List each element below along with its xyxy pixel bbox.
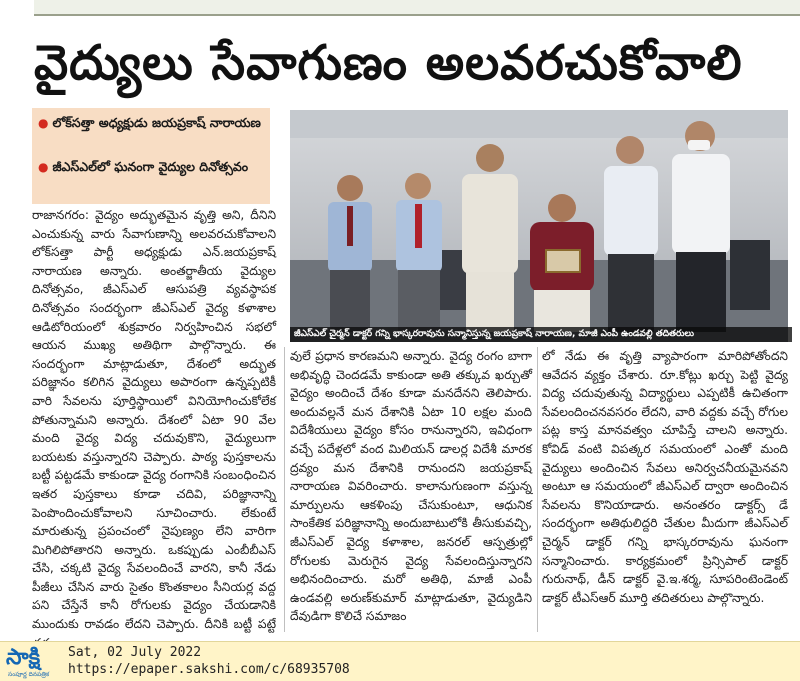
highlight-item [38, 112, 261, 134]
column-divider [537, 347, 538, 632]
edition-date: Sat, 02 July 2022 [68, 645, 202, 660]
article-column-1: రాజానగరం: వైద్యం అద్భుతమైన వృత్తి అని, దీనిని ఎంచుకున్న వారు సేవాగుణాన్ని అలవరచుకోవాలని లోక్‌సత్తా పార్టీ అధ్యక్షుడు ఎన్.జయప్రకాష్ నారాయణ అన్నారు. అంతర్జాతీయ వైద్యుల దినోత్సవం, జీఎస్ఎల్ ఆసుపత్రి వ్యవస్థాపక దినోత్సవం సందర్భంగా జీఎస్ఎల్ వైద్య కళాశాల ఆడిటోరియంలో శుక్రవారం నిర్వహించిన సభలో ఆయన ముఖ్య అతిథిగా పాల్గొన్నారు. ఈ సందర్భంగా మాట్లాడుతూ, దేశంలో అద్భుత పరిజ్ఞానం కలిగిన వైద్యులు అపారంగా ఉన్నప్పటికీ వారి సేవలను పూర్తిస్థాయిలో వినియోగించుకోలేక పోతున్నామని అన్నారు. దేశంలో ఏటా 90 వేల మంది వైద్య విద్య చదువుకొని, వైద్యులుగా బయటకు వస్తున్నారని చెప్పారు. పాఠ్య పుస్తకాలను బట్టీ పట్టడమే కాకుండా వైద్య రంగానికి సంబంధించిన ఇతర పుస్తకాలు కూడా చదివి, పరిజ్ఞానాన్ని పెంపొందించుకోవాలని సూచించారు. లేకుంటే మారుతున్న ప్రపంచంలో నైపుణ్యం లేని వారిగా మిగిలిపోతారని అన్నారు. ఒకప్పుడు ఎంబీబీఎస్ చేసి, చక్కటి వైద్య సేవలందించే వారని, కానీ నేడు పీజీలు చేసిన వారు సైతం కొంతకాలం సీనియర్ల వద్ద పని చేస్తేనే కానీ రోగులకు వైద్యం చేయడానికి ముందుకు రావడం లేదని చెప్పారు. దీనికి బట్టీ పట్టే [32, 208, 276, 632]
highlights-box [32, 108, 270, 204]
sakshi-logo [6, 645, 64, 679]
article-column-2: వులే ప్రధాన కారణమని అన్నారు. వైద్య రంగం బాగా అభివృద్ధి చెందడమే కాకుండా అతి తక్కువ ఖర్చుతో వైద్యం అందించే దేశం కూడా మనదేనని తెలిపారు. అందువల్లనే మన దేశానికి ఏటా 10 లక్షల మంది విదేశీయులు వైద్యం కోసం రానున్నారని, ఇవిధంగా వచ్చే పదేళ్లలో వంద మిలియన్ డాలర్ల విదేశీ మారక ద్రవ్యం మన దేశానికి రానుందని జయప్రకాష్ నారాయణ వివరించారు. కాలానుగుణంగా వస్తున్న మార్పులను ఆకళింపు చేసుకుంటూ, ఆధునిక సాంకేతిక పరిజ్ఞానాన్ని అందుబాటులోకి తీసుకువచ్చి, జీఎస్ఎల్ వైద్య కళాశాల, జనరల్ ఆస్పత్రుల్లో రోగులకు మెరుగైన వైద్య సేవలందిస్తున్నారని అభినందించారు. మరో అతిథి, మాజీ ఎంపీ ఉండవల్లి అరుణ్‌కుమార్ మాట్లాడుతూ, వైద్యుడిని దేవుడిగా కొలిచే సమాజం [290, 349, 532, 624]
column-divider [284, 347, 285, 632]
top-band [34, 0, 800, 14]
highlight-item [38, 156, 248, 178]
photo-caption: జీఎస్ఎల్ చైర్మన్ డాక్టర్ గన్ని భాస్కరరావును సన్మానిస్తున్న జయప్రకాష్ నారాయణ, మాజీ ఎంపీ ఉండవల్లి తదితరులు [290, 327, 792, 342]
highlight-text: జీఎస్ఎల్‌లో ఘనంగా వైద్యుల దినోత్సవం [52, 159, 249, 174]
headline: వైద్యులు సేవాగుణం అలవరచుకోవాలి [34, 35, 743, 91]
footer-bar [0, 641, 800, 681]
bullet-icon: ● [38, 116, 49, 130]
bullet-icon: ● [38, 160, 49, 174]
felicitation-photo [290, 110, 788, 342]
epaper-link[interactable]: https://epaper.sakshi.com/c/68935708 [68, 662, 350, 677]
logo-wordmark: సాక్షి [6, 645, 41, 670]
logo-tagline: సంపూర్ణ దినపత్రిక [8, 671, 50, 678]
highlight-text: లోక్‌సత్తా అధ్యక్షుడు జయప్రకాష్ నారాయణ [52, 115, 261, 130]
article-column-3: లో నేడు ఈ వృత్తి వ్యాపారంగా మారిపోతోందని ఆవేదన వ్యక్తం చేశారు. రూ.కోట్లు ఖర్చు పెట్టి వైద్య విద్య చదువుతున్న విద్యార్థులు ఎప్పటికీ ఉచితంగా సేవలందించనవసరం లేదని, వారి వద్దకు వచ్చే రోగుల పట్ల కాస్త మానవత్వం చూపిస్తే చాలని అన్నారు. కోవిడ్ వంటి విపత్కర సమయంలో ఎంతో మంది వైద్యులు అందించిన సేవలు అనిర్వచనీయమైనవని అంటూ ఆ సమయంలో జీఎస్ఎల్ ద్వారా అందించిన సేవలను కొనియాడారు. అనంతరం డాక్టర్స్ డే సందర్భంగా అతిథులిద్దరి చేతుల మీదుగా జీఎస్ఎల్ చైర్మన్ డాక్టర్ గన్ని భాస్కరరావును ఘనంగా సన్మానించారు. కార్యక్రమంలో ప్రిన్సిపాల్ డాక్టర్ గురునాథ్, డీన్ డాక్టర్ వై.ఇ.శర్మ, సూపరింటెండెంట్ డాక్టర్ టీఎస్ఆర్ మూర్తి తదితరులు పాల్గొన్నారు. [542, 349, 788, 605]
event-photo [290, 110, 788, 342]
